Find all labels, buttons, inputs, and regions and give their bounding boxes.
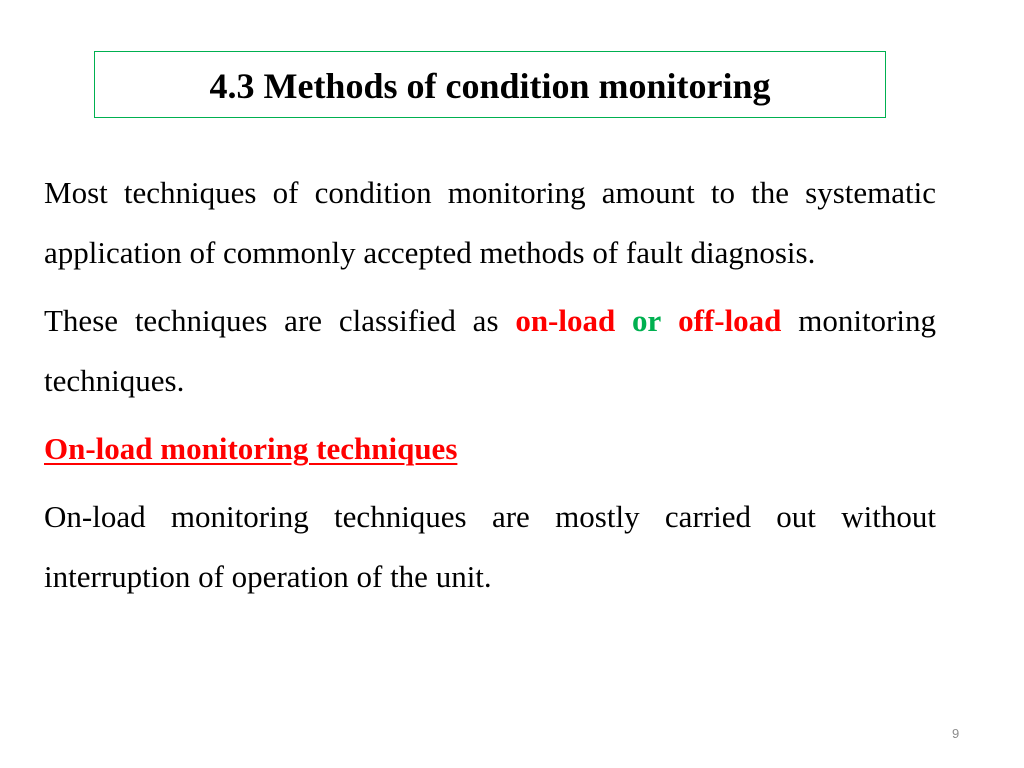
intro-paragraph: Most techniques of condition monitoring amount to the systematic application of commonly accepted methods of fault diagnosis. [44, 175, 936, 270]
on-load-description: On-load monitoring techniques are mostly carried out without interruption of operation of the unit. [44, 499, 936, 594]
classification-suffix: monitoring techniques. [44, 303, 936, 398]
slide-title-box [94, 51, 886, 118]
page-number: 9 [952, 726, 960, 741]
classification-prefix: These techniques are classified as [44, 303, 499, 338]
slide-title: 4.3 Methods of condition monitoring [209, 65, 771, 106]
subheading-paragraph [44, 419, 936, 479]
slide-body [44, 163, 936, 607]
term-off-load: off-load [678, 303, 782, 338]
term-connector-or: or [632, 303, 662, 338]
on-load-subheading: On-load monitoring techniques [44, 431, 458, 466]
term-on-load: on-load [515, 303, 616, 338]
classification-paragraph [44, 291, 936, 411]
